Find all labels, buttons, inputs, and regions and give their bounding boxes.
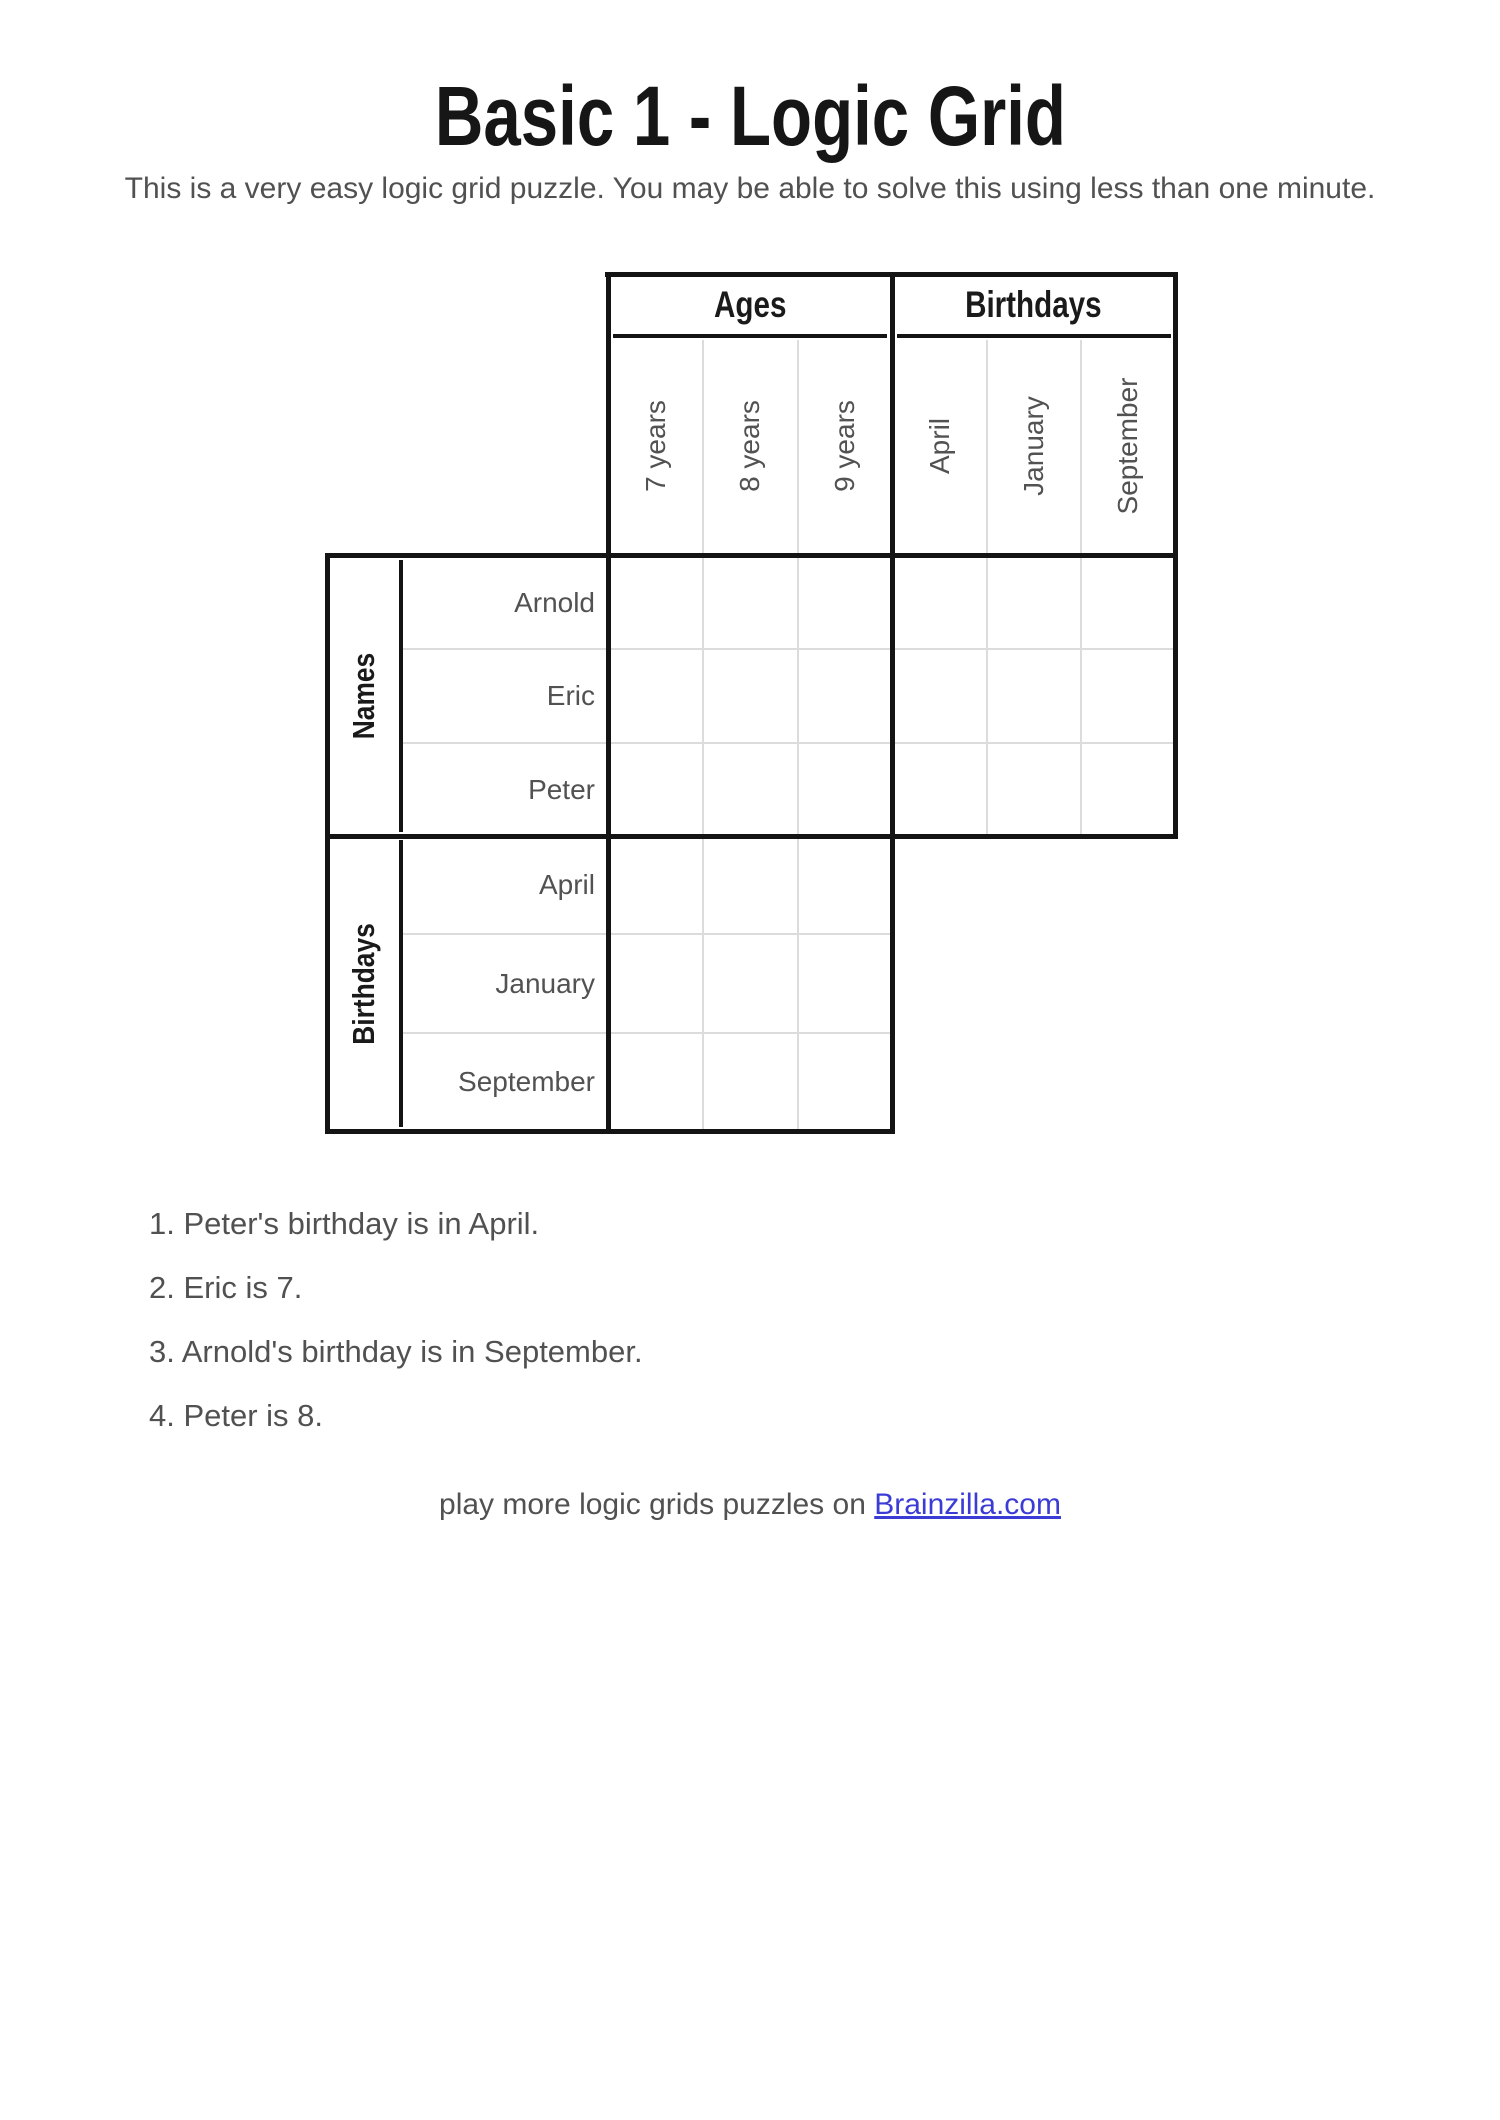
clue-item: 2. Eric is 7.	[149, 1270, 303, 1305]
grid-line	[986, 340, 988, 834]
row-header: Arnold	[514, 586, 595, 618]
clue-item: 3. Arnold's birthday is in September.	[149, 1334, 643, 1369]
clue-item: 1. Peter's birthday is in April.	[149, 1206, 540, 1241]
column-header: 8 years	[734, 400, 765, 492]
footer-text: play more logic grids puzzles on	[439, 1488, 875, 1521]
page-title	[0, 69, 1500, 163]
row-header: January	[495, 967, 595, 999]
row-header: Peter	[528, 773, 595, 805]
column-group-header-ages	[608, 274, 892, 336]
clue-item: 4. Peter is 8.	[149, 1398, 324, 1433]
row-header: April	[538, 869, 595, 900]
grid-line	[1173, 272, 1178, 839]
grid-line	[702, 340, 704, 1129]
row-group-label-birthdays: Birthdays	[346, 923, 381, 1045]
clues-list	[149, 1192, 643, 1448]
grid-line	[797, 340, 799, 1129]
column-group-header-birthdays	[892, 274, 1175, 336]
grid-line	[325, 553, 330, 1134]
brainzilla-link[interactable]: Brainzilla.com	[874, 1488, 1061, 1521]
footer	[0, 1486, 1500, 1523]
column-group-header-ages-text: Ages	[713, 284, 787, 325]
column-header: 9 years	[829, 400, 860, 492]
grid-line	[1080, 340, 1082, 834]
row-group-label-names: Names	[346, 652, 381, 740]
page-title-text: Basic 1 - Logic Grid	[434, 69, 1066, 163]
column-header: September	[1112, 377, 1143, 515]
row-header: Eric	[546, 680, 595, 711]
column-header: 7 years	[640, 400, 671, 492]
grid-line	[890, 272, 895, 1134]
row-header: September	[458, 1066, 595, 1097]
column-group-header-birthdays-text: Birthdays	[965, 284, 1102, 325]
page-subtitle: This is a very easy logic grid puzzle. You may be able to solve this using less than one minute.	[124, 172, 1376, 205]
column-header: January	[1018, 396, 1049, 496]
column-header: April	[924, 417, 955, 475]
